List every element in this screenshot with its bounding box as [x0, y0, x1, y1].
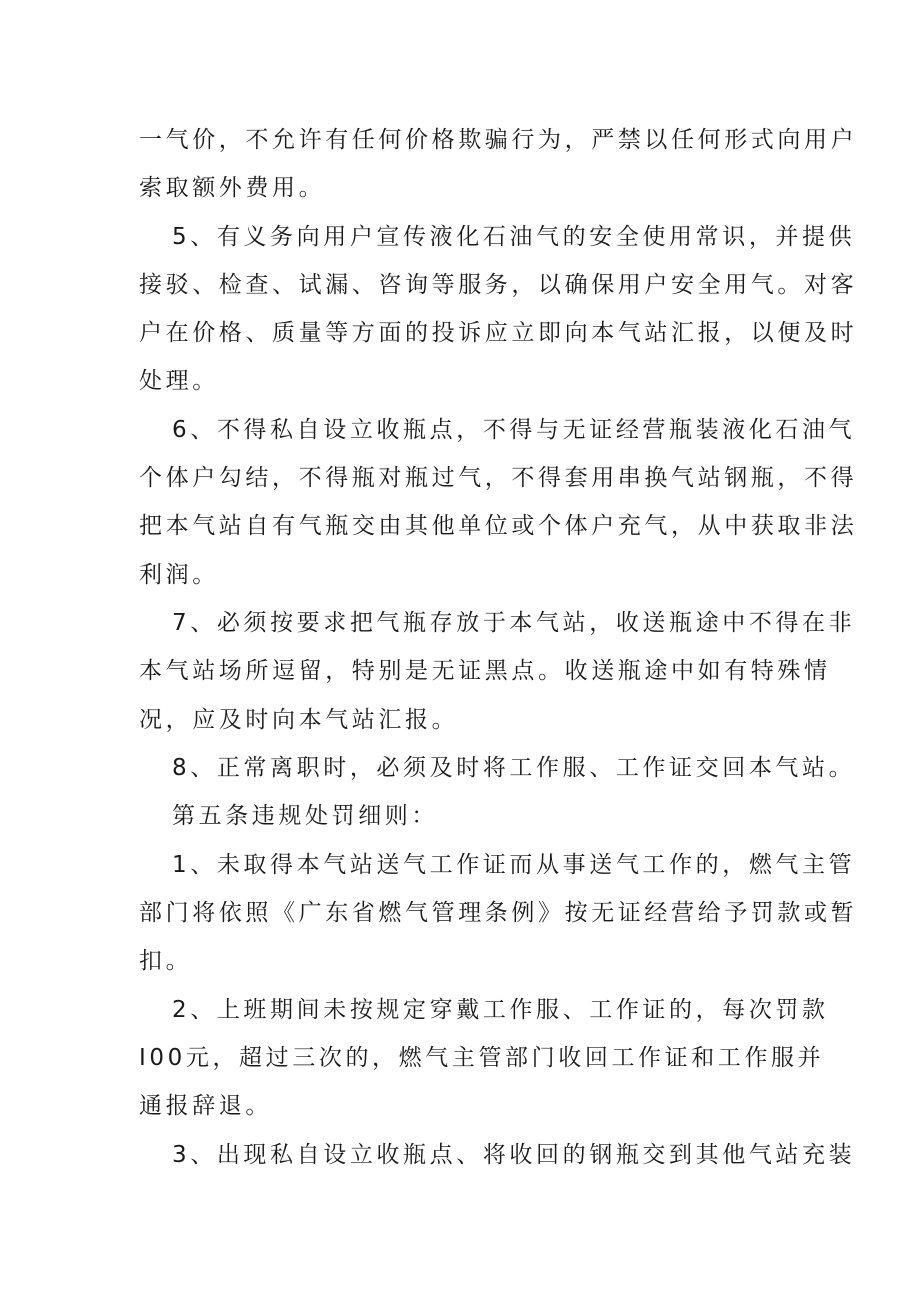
paragraph-5-start: 5、有义务向用户宣传液化石油气的安全使用常识，并提供 [172, 224, 856, 250]
text-line: 况，应及时向本气站汇报。 [139, 707, 459, 733]
text-line: 通报辞退。 [139, 1093, 272, 1119]
text-line: 处理。 [139, 368, 219, 394]
text-line: 利润。 [139, 562, 219, 588]
text-line: 接驳、检查、试漏、咨询等服务，以确保用户安全用气。对客 [139, 272, 858, 298]
paragraph-6-start: 6、不得私自设立收瓶点，不得与无证经营瓶装液化石油气 [172, 417, 856, 443]
text-line: 部门将依照《广东省燃气管理条例》按无证经营给予罚款或暂 [139, 900, 858, 926]
section-heading-article-5: 第五条违规处罚细则： [172, 803, 438, 829]
text-line: I00元，超过三次的，燃气主管部门收回工作证和工作服并 [139, 1045, 825, 1071]
text-line: 索取额外费用。 [139, 175, 326, 201]
penalty-1-start: 1、未取得本气站送气工作证而从事送气工作的，燃气主管 [172, 852, 856, 878]
text-line: 把本气站自有气瓶交由其他单位或个体户充气，从中获取非法 [139, 513, 858, 539]
paragraph-8: 8、正常离职时，必须及时将工作服、工作证交回本气站。 [172, 755, 856, 781]
penalty-2-start: 2、上班期间未按规定穿戴工作服、工作证的，每次罚款 [172, 997, 829, 1023]
paragraph-7-start: 7、必须按要求把气瓶存放于本气站，收送瓶途中不得在非 [172, 610, 856, 636]
text-line: 扣。 [139, 948, 193, 974]
penalty-3-start: 3、出现私自设立收瓶点、将收回的钢瓶交到其他气站充装 [172, 1142, 856, 1168]
text-line: 本气站场所逗留，特别是无证黑点。收送瓶途中如有特殊情 [139, 658, 831, 684]
text-line: 户在价格、质量等方面的投诉应立即向本气站汇报，以便及时 [139, 320, 858, 346]
text-line: 一气价，不允许有任何价格欺骗行为，严禁以任何形式向用户 [139, 127, 858, 153]
text-line: 个体户勾结，不得瓶对瓶过气，不得套用串换气站钢瓶，不得 [139, 465, 858, 491]
